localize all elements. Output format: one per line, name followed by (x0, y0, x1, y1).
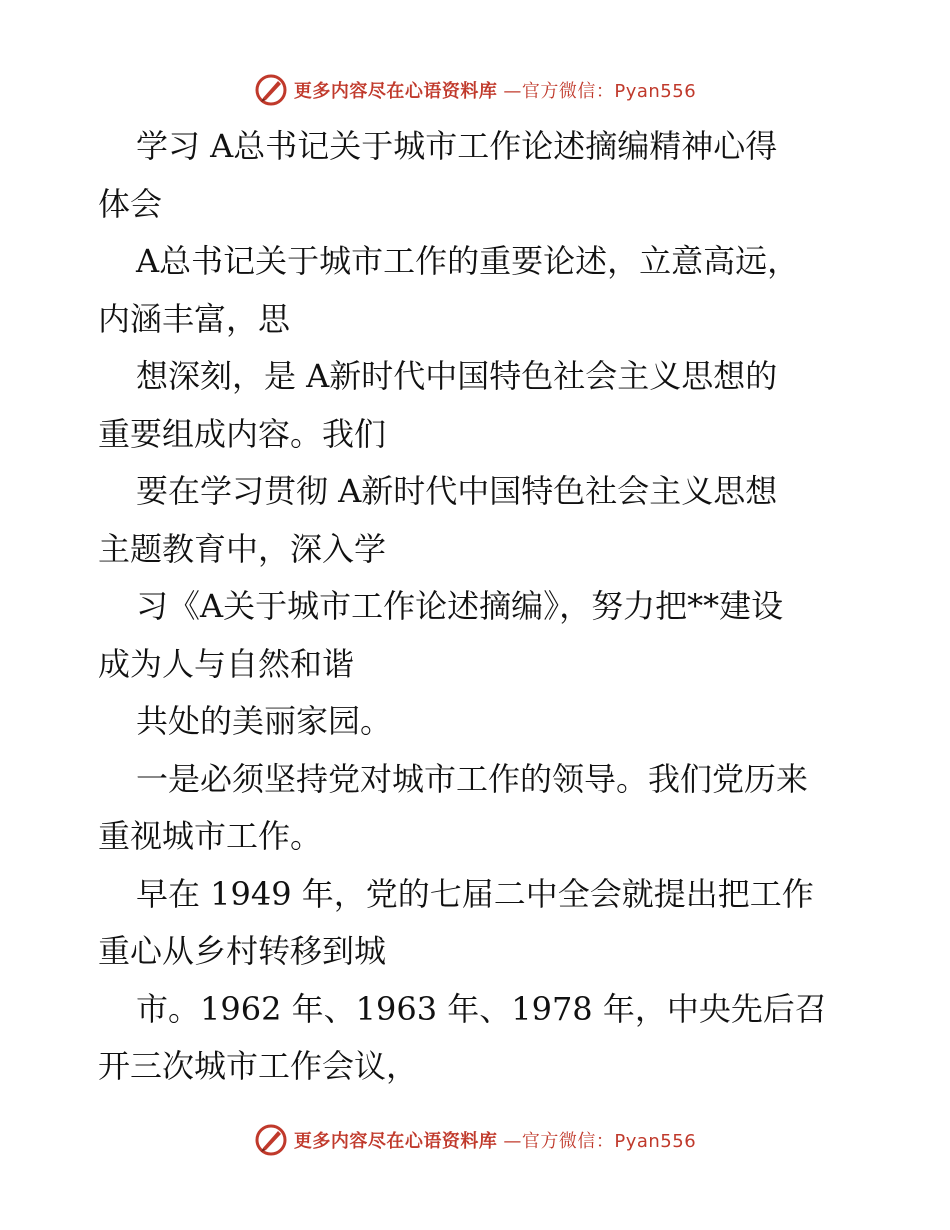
text-line: 一是必须坚持党对城市工作的领导。我们党历来 (136, 759, 809, 798)
watermark-contact: —官方微信：Pyan556 (503, 81, 697, 102)
text-line: 成为人与自然和谐 (98, 644, 355, 683)
text-line: 内涵丰富，思 (98, 299, 291, 338)
watermark-brand: 更多内容尽在心语资料库 (293, 1131, 498, 1152)
watermark-footer (0, 1122, 950, 1158)
quill-logo-icon (254, 73, 288, 107)
text-line: 市。1962 年、1963 年、1978 年，中央先后召 (136, 989, 827, 1028)
text-line: 习《A关于城市工作论述摘编》，努力把**建设 (136, 587, 784, 625)
document-body (98, 118, 858, 1096)
text-line: 早在 1949 年，党的七届二中全会就提出把工作 (136, 874, 814, 913)
text-line: 重视城市工作。 (98, 817, 323, 855)
text-line: 主题教育中，深入学 (98, 529, 387, 568)
text-line: 共处的美丽家园。 (136, 702, 393, 740)
text-line: 要在学习贯彻 A新时代中国特色社会主义思想 (136, 472, 778, 510)
watermark-header (0, 72, 950, 108)
watermark-contact: —官方微信：Pyan556 (503, 1131, 697, 1152)
text-line: 开三次城市工作会议， (98, 1047, 419, 1085)
text-line: 想深刻，是 A新时代中国特色社会主义思想的 (136, 357, 778, 395)
text-line: A总书记关于城市工作的重要论述，立意高远， (136, 242, 800, 280)
text-line: 重心从乡村转移到城 (98, 932, 387, 970)
text-line: 体会 (98, 184, 163, 223)
quill-logo-icon (254, 1123, 288, 1157)
text-line: 重要组成内容。我们 (98, 414, 387, 453)
text-line: 学习 A总书记关于城市工作论述摘编精神心得 (136, 127, 778, 165)
watermark-brand: 更多内容尽在心语资料库 (293, 81, 498, 102)
